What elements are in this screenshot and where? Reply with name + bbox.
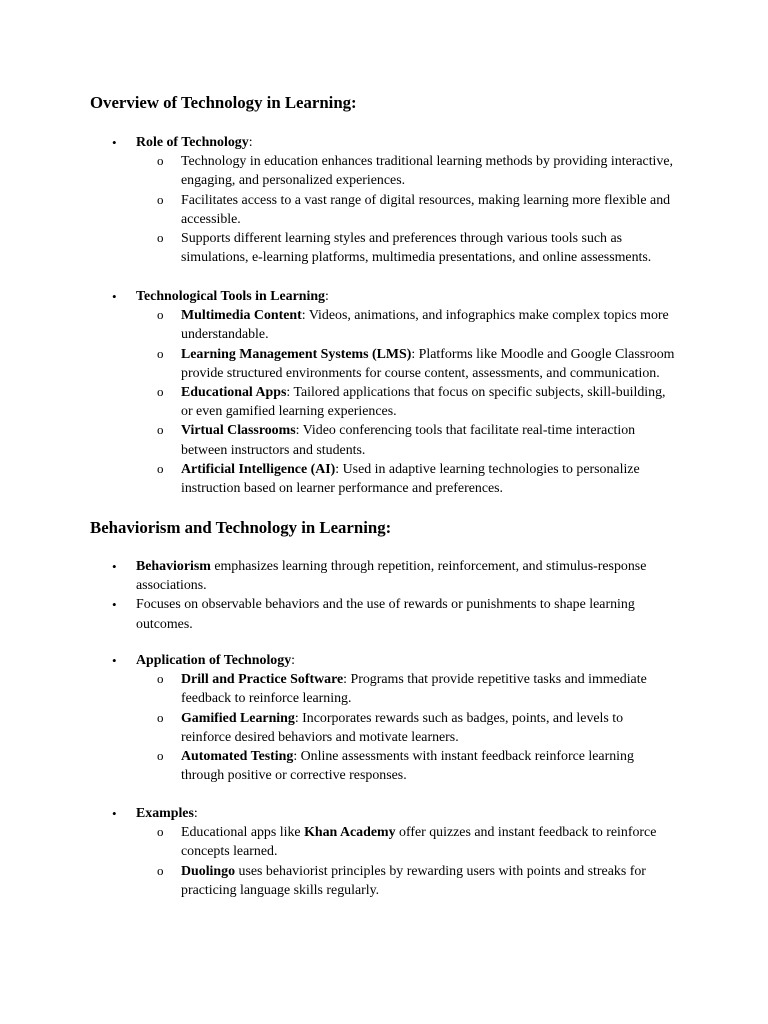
text-run: : Used in adaptive learning technologies to personalize instruction based on learner performance and preferences. xyxy=(181,461,640,497)
sub-bullet-marker: o xyxy=(157,422,164,438)
sub-item-text xyxy=(181,423,635,457)
text-run: emphasizes learning through repetition, reinforcement, and stimulus-response associations. xyxy=(136,559,647,594)
sub-item xyxy=(0,823,676,861)
sub-item-text xyxy=(181,711,623,745)
bold-term: Behaviorism xyxy=(136,559,211,574)
bullet-label xyxy=(136,806,198,821)
sub-item-text xyxy=(181,193,670,227)
sub-item xyxy=(0,670,676,708)
group-technological-tools xyxy=(0,287,768,498)
sub-item-text xyxy=(181,154,673,188)
sub-bullet-marker: o xyxy=(157,862,164,878)
text-run: : Platforms like Moodle and Google Classroom provide structured environments for course content, assessments, and communication. xyxy=(181,346,675,381)
bold-term: Multimedia Content xyxy=(181,308,302,324)
sub-item xyxy=(0,421,676,459)
bullet-dot: • xyxy=(112,597,117,613)
text-run: : Incorporates rewards such as badges, points, and levels to reinforce desired behaviors and motivate learners. xyxy=(181,710,624,745)
bullet-dot: • xyxy=(112,806,117,821)
sub-item xyxy=(0,229,676,267)
bullet-dot: • xyxy=(112,289,117,304)
bold-term: Role of Technology xyxy=(136,135,249,150)
group-examples xyxy=(0,804,768,900)
sub-item xyxy=(0,709,676,747)
sub-bullet-marker: o xyxy=(157,345,164,361)
text-run: : xyxy=(193,806,198,821)
sub-item xyxy=(0,191,676,229)
bullet-text xyxy=(136,597,635,631)
text-run: offer quizzes and instant feedback to reinforce concepts learned. xyxy=(181,825,657,860)
bold-term: Educational Apps xyxy=(181,385,287,401)
sub-bullet-marker: o xyxy=(157,153,164,169)
bullet-item xyxy=(0,557,681,595)
bold-term: Technological Tools in Learning xyxy=(136,289,325,304)
sub-item-text xyxy=(181,749,634,783)
sub-item-text xyxy=(181,385,666,419)
bold-term: Drill and Practice Software xyxy=(181,672,344,688)
bold-term: Duolingo xyxy=(181,863,236,879)
bold-term: Virtual Classrooms xyxy=(181,423,296,439)
text-run: Educational apps like xyxy=(181,825,305,841)
text-run: Focuses on observable behaviors and the use of rewards or punishments to shape learning outcomes. xyxy=(136,597,635,632)
section-heading-behaviorism: Behaviorism and Technology in Learning: xyxy=(90,518,392,537)
sub-item xyxy=(0,306,676,344)
bold-term: Automated Testing xyxy=(181,749,294,765)
sub-bullet-marker: o xyxy=(157,748,164,764)
text-run: : Tailored applications that focus on specific subjects, skill-building, or even gamified learning experiences. xyxy=(181,385,666,420)
sub-item-text xyxy=(181,347,674,381)
sub-bullet-marker: o xyxy=(157,307,164,323)
group-role-of-technology xyxy=(0,133,768,267)
sub-bullet-marker: o xyxy=(157,230,164,246)
text-run: : Videos, animations, and infographics make complex topics more understandable. xyxy=(181,308,669,343)
sub-item xyxy=(0,862,676,900)
group-behaviorism-bullets xyxy=(0,557,768,634)
sub-bullet-marker: o xyxy=(157,709,164,725)
bullet-technological-tools xyxy=(0,287,681,306)
bullet-dot: • xyxy=(112,559,117,574)
text-run: : xyxy=(248,135,253,150)
bullet-item xyxy=(0,595,681,633)
sub-bullet-marker: o xyxy=(157,384,164,400)
text-run: : Video conferencing tools that facilitate real-time interaction between instructors and students. xyxy=(181,423,636,458)
sub-item-text xyxy=(181,864,646,898)
sub-item xyxy=(0,383,676,421)
section-heading-overview: Overview of Technology in Learning: xyxy=(90,93,357,112)
text-run: : Programs that provide repetitive tasks and immediate feedback to reinforce learning. xyxy=(181,672,647,707)
sub-item xyxy=(0,152,676,190)
text-run: : xyxy=(291,653,296,668)
text-run: Supports different learning styles and preferences through various tools such as simulations, e-learning platforms, multimedia presentations, and online assessments. xyxy=(181,231,652,266)
bullet-role-of-technology xyxy=(0,133,681,152)
group-application-of-technology xyxy=(0,651,768,785)
bold-term: Learning Management Systems (LMS) xyxy=(181,346,412,362)
text-run: uses behaviorist principles by rewarding users with points and streaks for practicing language skills regularly. xyxy=(181,863,646,898)
bold-term: Khan Academy xyxy=(304,825,396,841)
sub-bullet-marker: o xyxy=(157,460,164,476)
bullet-application-of-technology xyxy=(0,651,681,670)
sub-bullet-marker: o xyxy=(157,824,164,840)
sub-bullet-marker: o xyxy=(157,671,164,687)
bullet-dot: • xyxy=(112,653,117,668)
text-run: Technology in education enhances traditional learning methods by providing interactive, engaging, and personalized experiences. xyxy=(181,154,673,189)
bold-term: Artificial Intelligence (AI) xyxy=(181,461,336,477)
bullet-examples xyxy=(0,804,681,823)
bold-term: Examples xyxy=(136,806,194,821)
bullet-text xyxy=(136,559,646,593)
text-run: : xyxy=(325,289,329,304)
sub-item-text xyxy=(181,231,651,265)
bold-term: Gamified Learning xyxy=(181,710,295,726)
sub-bullet-marker: o xyxy=(157,191,164,207)
sub-item-text xyxy=(181,672,647,706)
sub-item xyxy=(0,460,676,498)
bullet-label xyxy=(136,653,295,668)
bold-term: Application of Technology xyxy=(136,653,292,668)
text-run: Facilitates access to a vast range of digital resources, making learning more flexible and accessible. xyxy=(181,192,671,227)
sub-item xyxy=(0,747,676,785)
sub-item-text xyxy=(181,308,669,342)
bullet-label xyxy=(136,289,329,304)
sub-item-text xyxy=(181,825,656,859)
text-run: : Online assessments with instant feedback reinforce learning through positive or corrective responses. xyxy=(181,749,634,784)
bullet-label xyxy=(136,135,253,150)
sub-item xyxy=(0,345,676,383)
sub-item-text xyxy=(181,462,640,496)
bullet-dot: • xyxy=(112,135,117,150)
